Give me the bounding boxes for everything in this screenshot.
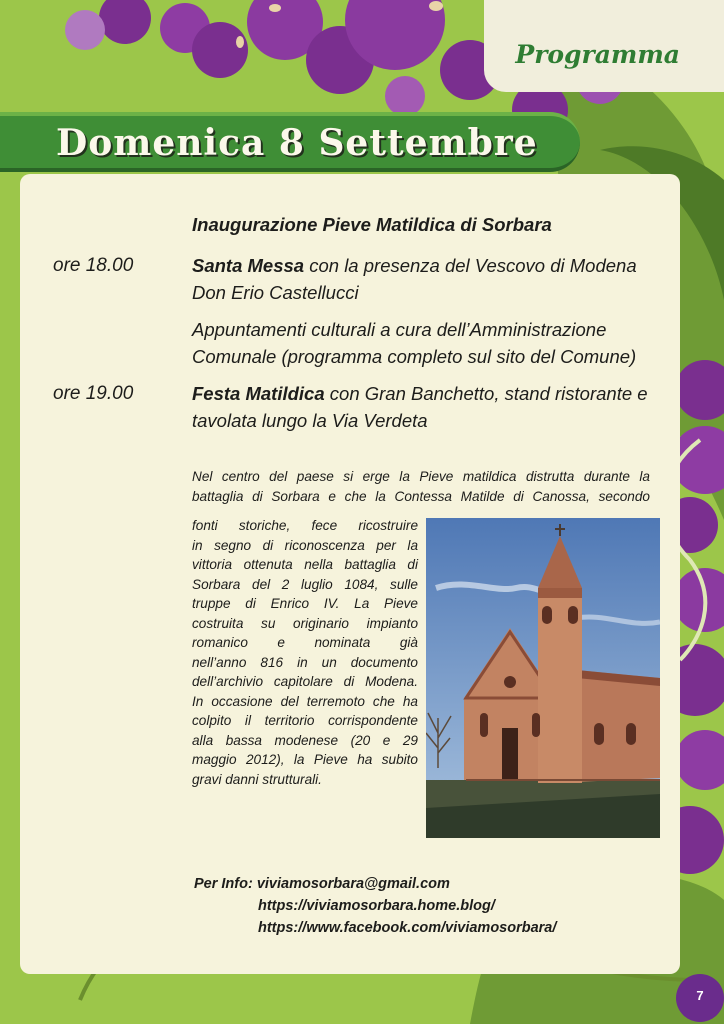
section-title: Programma xyxy=(515,40,680,69)
slot2-time: ore 19.00 xyxy=(53,383,134,404)
intro-title: Inaugurazione Pieve Matildica di Sorbara xyxy=(192,214,552,235)
description-line: in segno di riconoscenza per la xyxy=(192,537,418,553)
church-photo xyxy=(426,518,660,838)
description-line: battaglia di Sorbara e che la Contessa Matilde di Canossa, secondo xyxy=(192,488,650,504)
slot1-line2: Don Erio Castellucci xyxy=(192,282,359,303)
description-line: gravi danni strutturali. xyxy=(192,771,322,787)
description-line: maggio 2012), la Pieve ha subito xyxy=(192,752,418,767)
slot2-line2: tavolata lungo la Via Verdeta xyxy=(192,410,428,431)
slot1-extra-line2: Comunale (programma completo sul sito del Comune) xyxy=(192,346,637,367)
info-email-link[interactable]: viviamosorbara@gmail.com xyxy=(256,876,450,892)
description-line: truppe di Enrico IV. La Pieve xyxy=(192,596,418,611)
slot1-event-title: Santa Messa xyxy=(192,255,305,276)
slot2-event-detail: con Gran Banchetto, stand ristorante e xyxy=(324,383,648,404)
description-line: dell’archivio capitolare di Modena. xyxy=(192,674,418,689)
description-line: vittoria ottenuta nella battaglia di xyxy=(192,557,418,572)
slot1-event-detail: con la presenza del Vescovo di Modena xyxy=(304,255,637,276)
description-line: costruita su originario impianto xyxy=(192,615,418,631)
description-line: alla bassa modenese (20 e 29 xyxy=(192,732,418,748)
info-facebook-link[interactable]: https://www.facebook.com/viviamosorbara/ xyxy=(258,920,557,936)
description-line: Sorbara del 2 luglio 1084, sulle xyxy=(192,576,418,592)
description-line: In occasione del terremoto che ha xyxy=(192,693,418,709)
description-line: nell’anno 816 in un documento xyxy=(192,654,418,670)
date-banner xyxy=(0,112,580,172)
slot1-extra-line1: Appuntamenti culturali a cura dell’Amministrazione xyxy=(192,319,607,340)
slot1-time: ore 18.00 xyxy=(53,255,134,276)
info-label: Per Info: xyxy=(194,876,253,892)
description-line: fonti storiche, fece ricostruire xyxy=(192,518,418,533)
description-line: Nel centro del paese si erge la Pieve matildica distrutta durante la xyxy=(192,469,650,484)
description-narrow-lines xyxy=(192,516,418,789)
description-full-lines xyxy=(192,467,650,506)
date-title: Domenica 8 Settembre xyxy=(56,122,538,164)
description-line: romanico e nominata già xyxy=(192,635,418,650)
description-line: colpito il territorio corrispondente xyxy=(192,713,418,728)
section-tab xyxy=(484,0,724,92)
info-blog-link[interactable]: https://viviamosorbara.home.blog/ xyxy=(258,898,495,914)
slot2-event xyxy=(192,380,648,407)
slot1-event xyxy=(192,252,637,279)
page-number: 7 xyxy=(676,974,724,1022)
info-row xyxy=(194,876,450,892)
slot2-event-title: Festa Matildica xyxy=(192,383,325,404)
